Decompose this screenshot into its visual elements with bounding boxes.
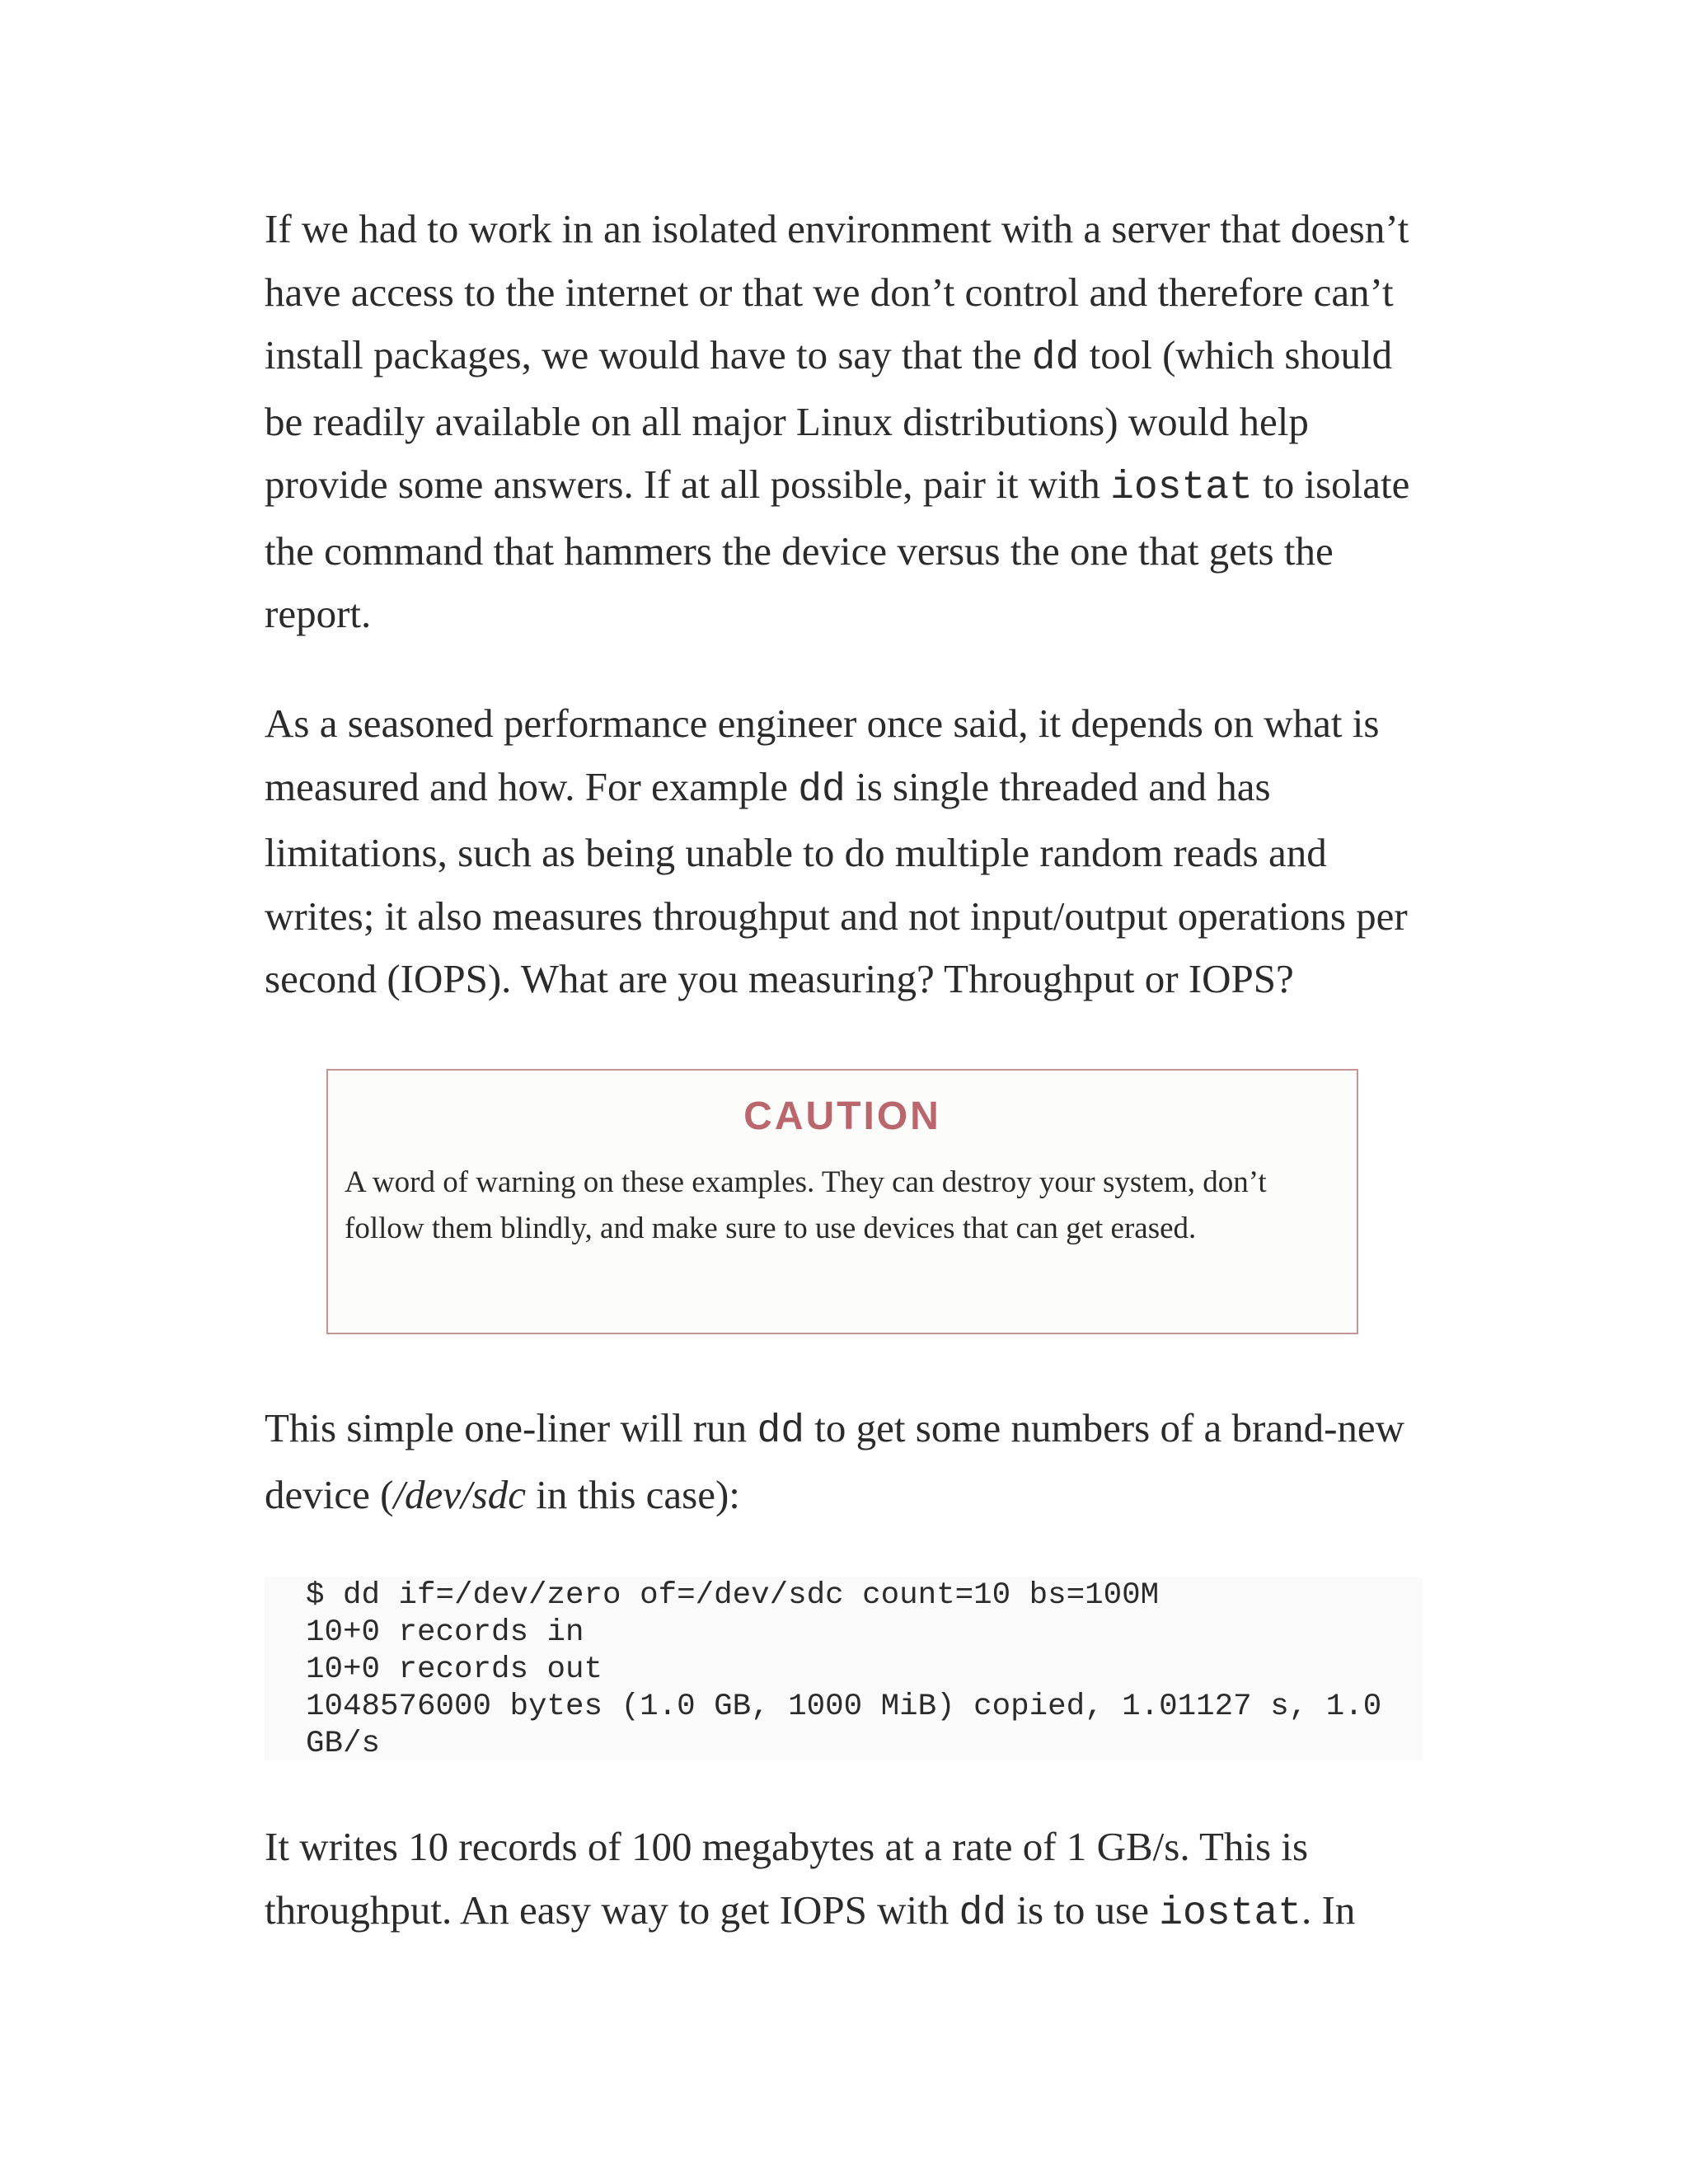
text-run: to isolate the command that hammers the device versus the one that gets the report. [265,462,1410,636]
inline-code-dd: dd [1031,336,1080,381]
inline-code-dd: dd [959,1891,1007,1936]
inline-code-iostat: iostat [1159,1891,1302,1936]
paragraph-dd-availability [265,198,1435,646]
code-block [265,1577,1423,1760]
code-line: 10+0 records out [306,1652,603,1687]
paragraph-text [265,692,1435,1011]
caution-body: A word of warning on these examples. They can destroy your system, don’t follow them blindly, and make sure to use devices that can get erased. [345,1165,1267,1245]
device-path: /dev/sdc [393,1471,526,1517]
text-run: in this case): [525,1471,740,1517]
text-run: If we had to work in an isolated environment with a server that doesn’t have access to the internet or that we don’t control and therefore can’t install packages, we would have to say that the [265,206,1409,377]
inline-code-dd: dd [757,1409,805,1454]
text-run: is to use [1006,1886,1160,1933]
code-line: 10+0 records in [306,1615,584,1650]
paragraph-text [265,1816,1435,1945]
inline-code-iostat: iostat [1110,466,1253,510]
paragraph-measurement [265,692,1435,1011]
text-run: As a seasoned performance engineer once said, it depends on what is measured and how. For example [265,701,1380,809]
text-run: . In [1301,1886,1356,1933]
text-run: tool (which should be readily available on all major Linux distributions) would help provide some answers. If at all possible, pair it with [265,332,1393,507]
paragraph-text [265,198,1435,646]
text-run: It writes 10 records of 100 megabytes at a rate of 1 GB/s. This is throughput. An easy way to get IOPS with [265,1824,1309,1933]
inline-code-dd: dd [798,767,846,813]
paragraph-throughput [265,1816,1435,1945]
caution-title: CAUTION [743,1094,941,1138]
caution-box [326,1069,1358,1334]
paragraph-one-liner [265,1397,1435,1526]
code-line: GB/s [306,1727,381,1761]
text-run: is single threaded and has limitations, such as being unable to do multiple random reads and writes; it also measures throughput and not input/output operations per second (IOPS). What are you measuring? Throughput or IOPS? [265,763,1408,1001]
code-line: $ dd if=/dev/zero of=/dev/sdc count=10 bs=100M [306,1578,1160,1613]
code-line: 1048576000 bytes (1.0 GB, 1000 MiB) copied, 1.01127 s, 1.0 [306,1690,1382,1724]
text-run: to get some numbers of a brand-new device ( [265,1405,1405,1517]
paragraph-text [265,1397,1435,1526]
text-run: This simple one-liner will run [265,1405,757,1451]
